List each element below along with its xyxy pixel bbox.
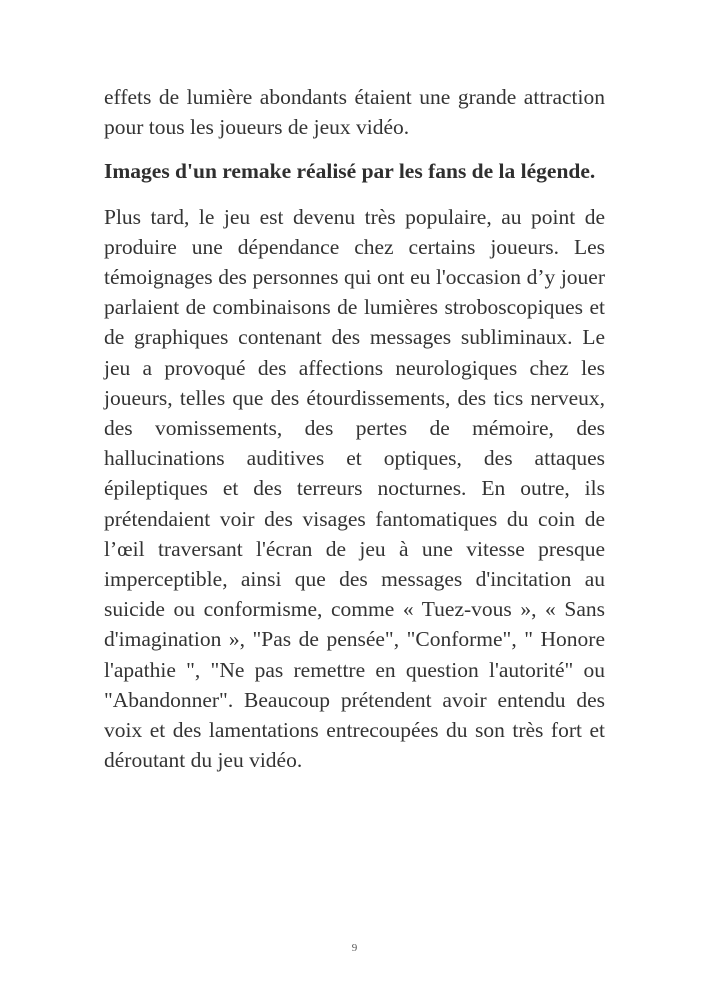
image-caption-heading: Images d'un remake réalisé par les fans de la légende. — [104, 159, 596, 184]
page-number: 9 — [351, 942, 358, 954]
page-content — [104, 82, 605, 775]
intro-paragraph: effets de lumière abondants étaient une grande attraction pour tous les joueurs de jeux vidéo. — [104, 85, 605, 140]
body-paragraph: Plus tard, le jeu est devenu très populaire, au point de produire une dépendance chez certains joueurs. Les témoignages des personnes qui ont eu l'occasion d’y jouer parlaient de combinaisons de lumières stroboscopiques et de graphiques contenant des messages subliminaux. Le jeu a provoqué des affections neurologiques chez les joueurs, telles que des étourdissements, des tics nerveux, des vomissements, des pertes de mémoire, des hallucinations auditives et optiques, des attaques épileptiques et des terreurs nocturnes. En outre, ils prétendaient voir des visages fantomatiques du coin de l’œil traversant l'écran de jeu à une vitesse presque imperceptible, ainsi que des messages d'incitation au suicide ou conformisme, comme « Tuez-vous », « Sans d'imagination », "Pas de pensée", "Conforme", " Honore l'apathie ", "Ne pas remettre en question l'autorité" ou "Abandonner". Beaucoup prétendent avoir entendu des voix et des lamentations entrecoupées du son très fort et déroutant du jeu vidéo. — [104, 204, 605, 773]
